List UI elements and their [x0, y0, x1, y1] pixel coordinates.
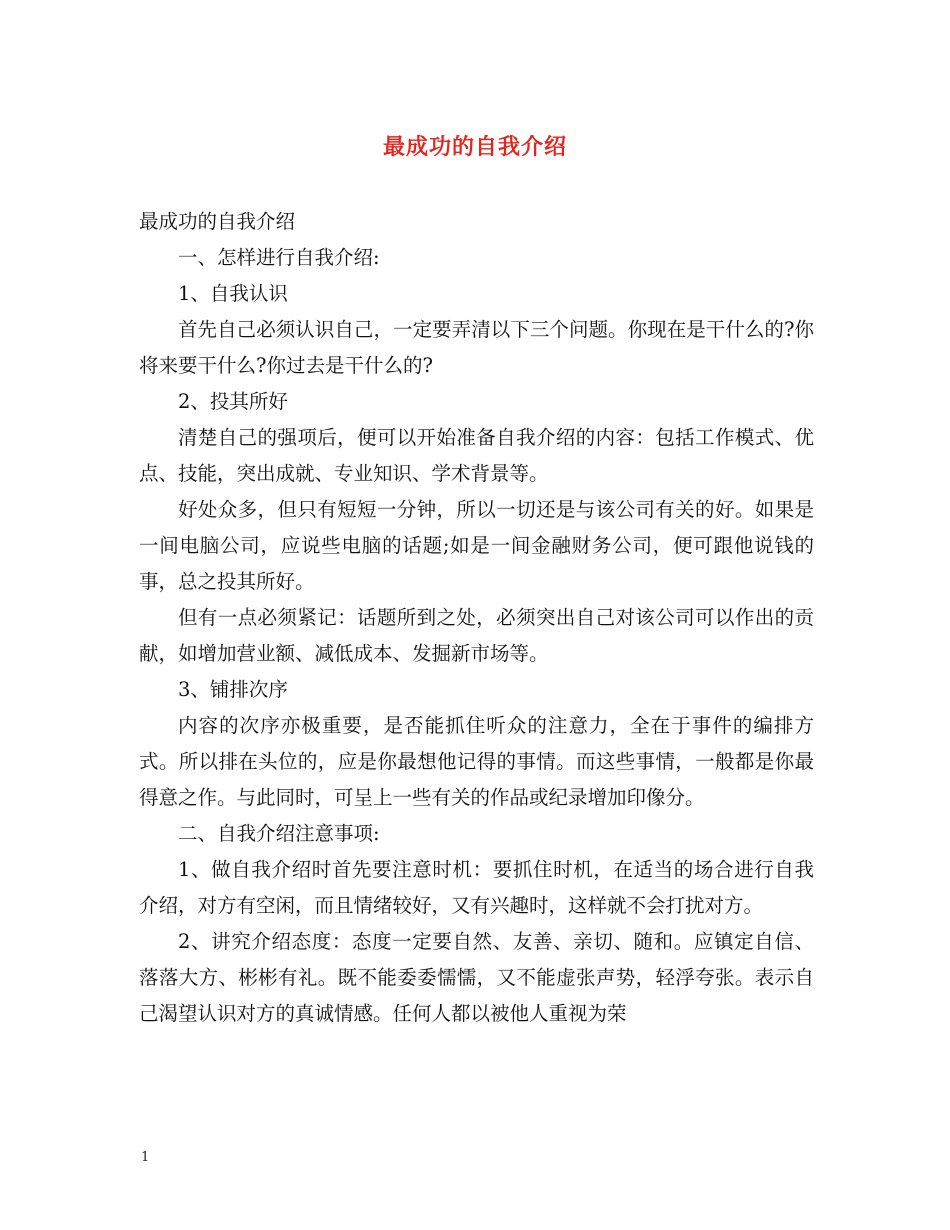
section-heading-precautions: 二、自我介绍注意事项:	[178, 822, 380, 845]
page-number: 1	[141, 1150, 150, 1165]
subheading-self-awareness: 1、自我认识	[178, 282, 288, 305]
paragraph: 1、做自我介绍时首先要注意时机：要抓住时机，在适当的场合进行自我介绍，对方有空闲，而且情绪较好，又有兴趣时，这样就不会打扰对方。	[139, 858, 814, 917]
subheading-arrange-order: 3、铺排次序	[178, 678, 288, 701]
paragraph: 首先自己必须认识自己，一定要弄清以下三个问题。你现在是干什么的?你将来要干什么?你过去是干什么的?	[139, 318, 814, 377]
paragraph: 好处众多，但只有短短一分钟，所以一切还是与该公司有关的好。如果是一间电脑公司，应说些电脑的话题;如是一间金融财务公司，便可跟他说钱的事，总之投其所好。	[139, 498, 814, 593]
document-body	[139, 204, 814, 1032]
section-heading-how-to-introduce: 一、怎样进行自我介绍:	[178, 246, 380, 269]
paragraph: 清楚自己的强项后，便可以开始准备自我介绍的内容：包括工作模式、优点、技能，突出成就、专业知识、学术背景等。	[139, 426, 814, 485]
paragraph: 但有一点必须紧记：话题所到之处，必须突出自己对该公司可以作出的贡献，如增加营业额、减低成本、发掘新市场等。	[139, 606, 814, 665]
subheading-cater-to-interests: 2、投其所好	[178, 390, 288, 413]
paragraph-heading: 最成功的自我介绍	[139, 210, 296, 233]
paragraph: 2、讲究介绍态度：态度一定要自然、友善、亲切、随和。应镇定自信、落落大方、彬彬有礼。既不能委委懦懦，又不能虚张声势，轻浮夸张。表示自己渴望认识对方的真诚情感。任何人都以被他人重视为荣	[139, 930, 814, 1025]
document-title: 最成功的自我介绍	[382, 134, 567, 160]
paragraph: 内容的次序亦极重要，是否能抓住听众的注意力，全在于事件的编排方式。所以排在头位的，应是你最想他记得的事情。而这些事情，一般都是你最得意之作。与此同时，可呈上一些有关的作品或纪录增加印像分。	[139, 714, 814, 809]
